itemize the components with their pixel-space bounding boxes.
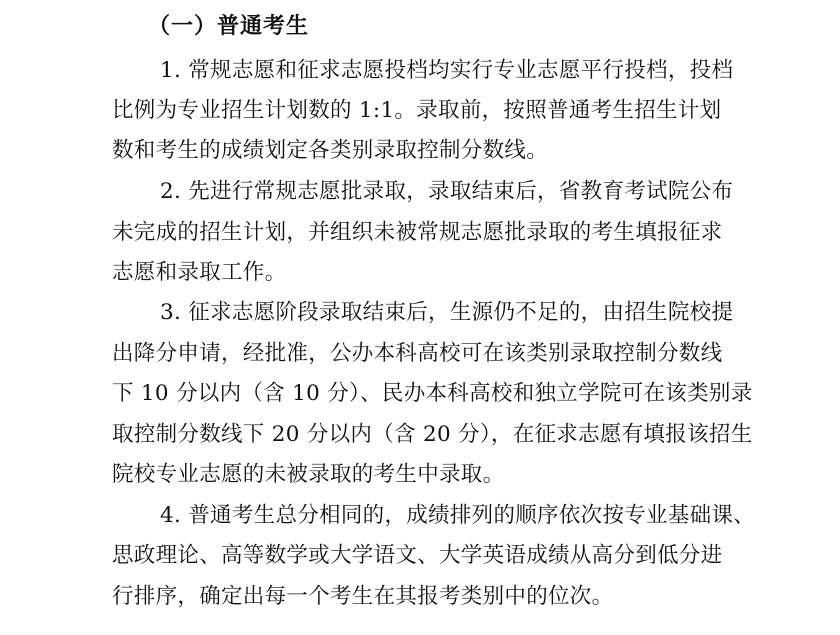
paragraph-3-line-3: 下 10 分以内（含 10 分）、民办本科高校和独立学院可在该类别录 <box>112 381 753 406</box>
paragraph-3-line-4: 取控制分数线下 20 分以内（含 20 分），在征求志愿有填报该招生 <box>112 422 753 447</box>
paragraph-1-line-2: 比例为专业招生计划数的 1:1。录取前，按照普通考生招生计划 <box>112 98 722 123</box>
paragraph-4-line-1: 4. 普通考生总分相同的，成绩排列的顺序依次按专业基础课、 <box>160 503 756 528</box>
paragraph-1-line-3: 数和考生的成绩划定各类别录取控制分数线。 <box>112 138 549 163</box>
paragraph-2-line-3: 志愿和录取工作。 <box>112 260 287 285</box>
paragraph-1-line-1: 1. 常规志愿和征求志愿投档均实行专业志愿平行投档，投档 <box>160 58 734 83</box>
paragraph-2-line-1: 2. 先进行常规志愿批录取，录取结束后，省教育考试院公布 <box>160 179 734 204</box>
paragraph-3-line-1: 3. 征求志愿阶段录取结束后，生源仍不足的，由招生院校提 <box>160 300 734 325</box>
paragraph-4-line-3: 行排序，确定出每一个考生在其报考类别中的位次。 <box>112 584 614 609</box>
paragraph-3-line-2: 出降分申请，经批准，公办本科高校可在该类别录取控制分数线 <box>112 341 723 366</box>
paragraph-2-line-2: 未完成的招生计划，并组织未被常规志愿批录取的考生填报征求 <box>112 220 723 245</box>
paragraph-3-line-5: 院校专业志愿的未被录取的考生中录取。 <box>112 462 505 487</box>
paragraph-4-line-2: 思政理论、高等数学或大学语文、大学英语成绩从高分到低分进 <box>112 543 723 568</box>
section-heading: （一）普通考生 <box>148 14 310 39</box>
